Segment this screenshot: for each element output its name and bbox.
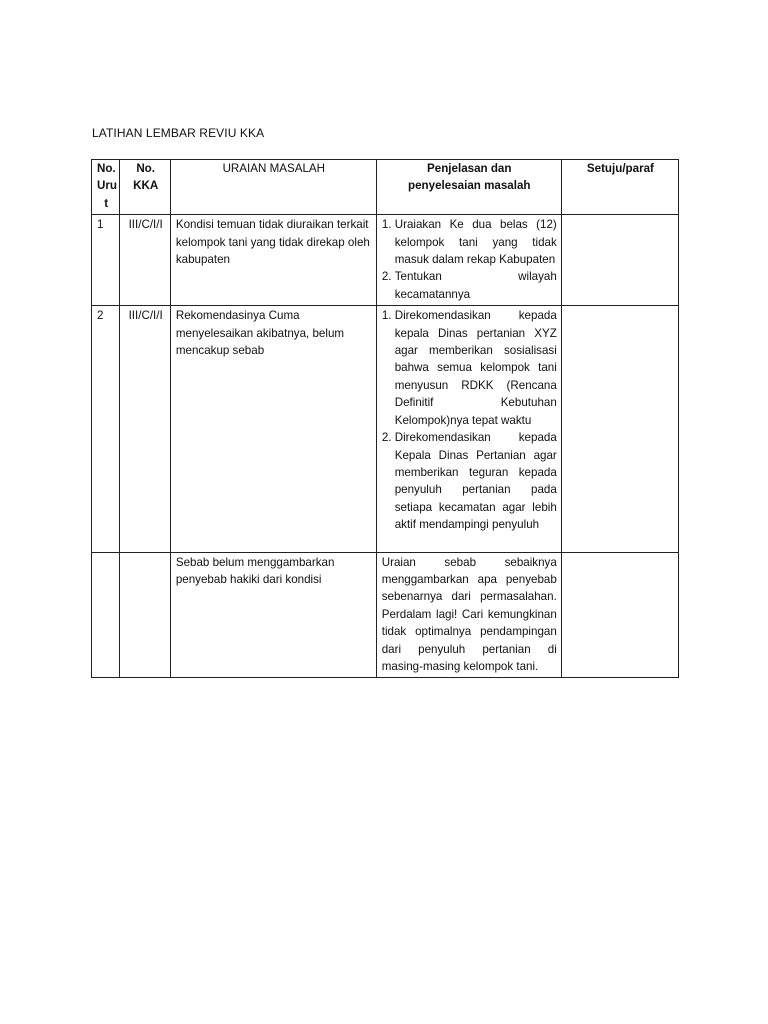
cell-no: 1 xyxy=(92,215,120,306)
header-setuju-label: Setuju/paraf xyxy=(586,162,654,175)
cell-uraian: Sebab belum menggambarkan penyebab hakiki dari kondisi xyxy=(170,552,376,678)
cell-kka: III/C/I/I xyxy=(120,306,170,552)
cell-penjelasan xyxy=(376,215,561,306)
header-uraian-label: URAIAN MASALAH xyxy=(222,162,325,175)
table-row xyxy=(92,215,679,306)
cell-uraian: Rekomendasinya Cuma menyelesaikan akibatnya, belum mencakup sebab xyxy=(170,306,376,552)
table-row xyxy=(92,552,679,678)
header-penjelasan-line1: Penjelasan dan xyxy=(427,162,512,175)
header-no-urut xyxy=(92,160,120,215)
header-no-kka-line2: KKA xyxy=(133,179,159,193)
cell-no xyxy=(92,552,120,678)
list-item: 1. Uraiakan Ke dua belas (12) kelompok tani yang tidak masuk dalam rekap Kabupaten xyxy=(395,216,557,268)
list-item: 2. Tentukan wilayah kecamatannya xyxy=(395,268,557,303)
header-no-kka xyxy=(120,160,170,215)
header-no-urut-line2: Uru xyxy=(97,179,117,193)
cell-no: 2 xyxy=(92,306,120,552)
table-header-row xyxy=(92,160,679,215)
cell-penjelasan: Uraian sebab sebaiknya menggambarkan apa penyebab sebenarnya dari permasalahan. Perdalam lagi! Cari kemungkinan tidak optimalnya pendampingan dari penyuluh pertanian di masing-masing kelompok tani. xyxy=(376,552,561,678)
list-item: 1. Direkomendasikan kepada kepala Dinas pertanian XYZ agar memberikan sosialisasi bahwa semua kelompok tani menyusun RDKK (Rencana Definitif Kebutuhan Kelompok)nya tepat waktu xyxy=(395,307,557,429)
header-no-urut-line3: t xyxy=(104,196,109,210)
cell-setuju xyxy=(561,306,678,552)
header-penjelasan xyxy=(376,160,561,215)
header-setuju-paraf xyxy=(561,160,678,215)
cell-setuju xyxy=(561,215,678,306)
review-table xyxy=(91,159,679,678)
cell-kka xyxy=(120,552,170,678)
cell-penjelasan xyxy=(376,306,561,552)
header-penjelasan-line2: penyelesaian masalah xyxy=(408,179,531,193)
cell-setuju xyxy=(561,552,678,678)
document-title: LATIHAN LEMBAR REVIU KKA xyxy=(92,126,265,140)
penjelasan-list xyxy=(377,307,557,533)
penjelasan-list xyxy=(377,216,557,303)
header-no-urut-line1: No. xyxy=(97,162,116,175)
cell-uraian: Kondisi temuan tidak diuraikan terkait kelompok tani yang tidak direkap oleh kabupaten xyxy=(170,215,376,306)
table-row xyxy=(92,306,679,552)
header-no-kka-line1: No. xyxy=(136,162,155,175)
list-item: 2. Direkomendasikan kepada Kepala Dinas Pertanian agar memberikan teguran kepada penyuluh pertanian pada setiapa kecamatan agar lebih aktif mendampingi penyuluh xyxy=(395,429,557,533)
cell-kka: III/C/I/I xyxy=(120,215,170,306)
header-uraian-masalah xyxy=(170,160,376,215)
